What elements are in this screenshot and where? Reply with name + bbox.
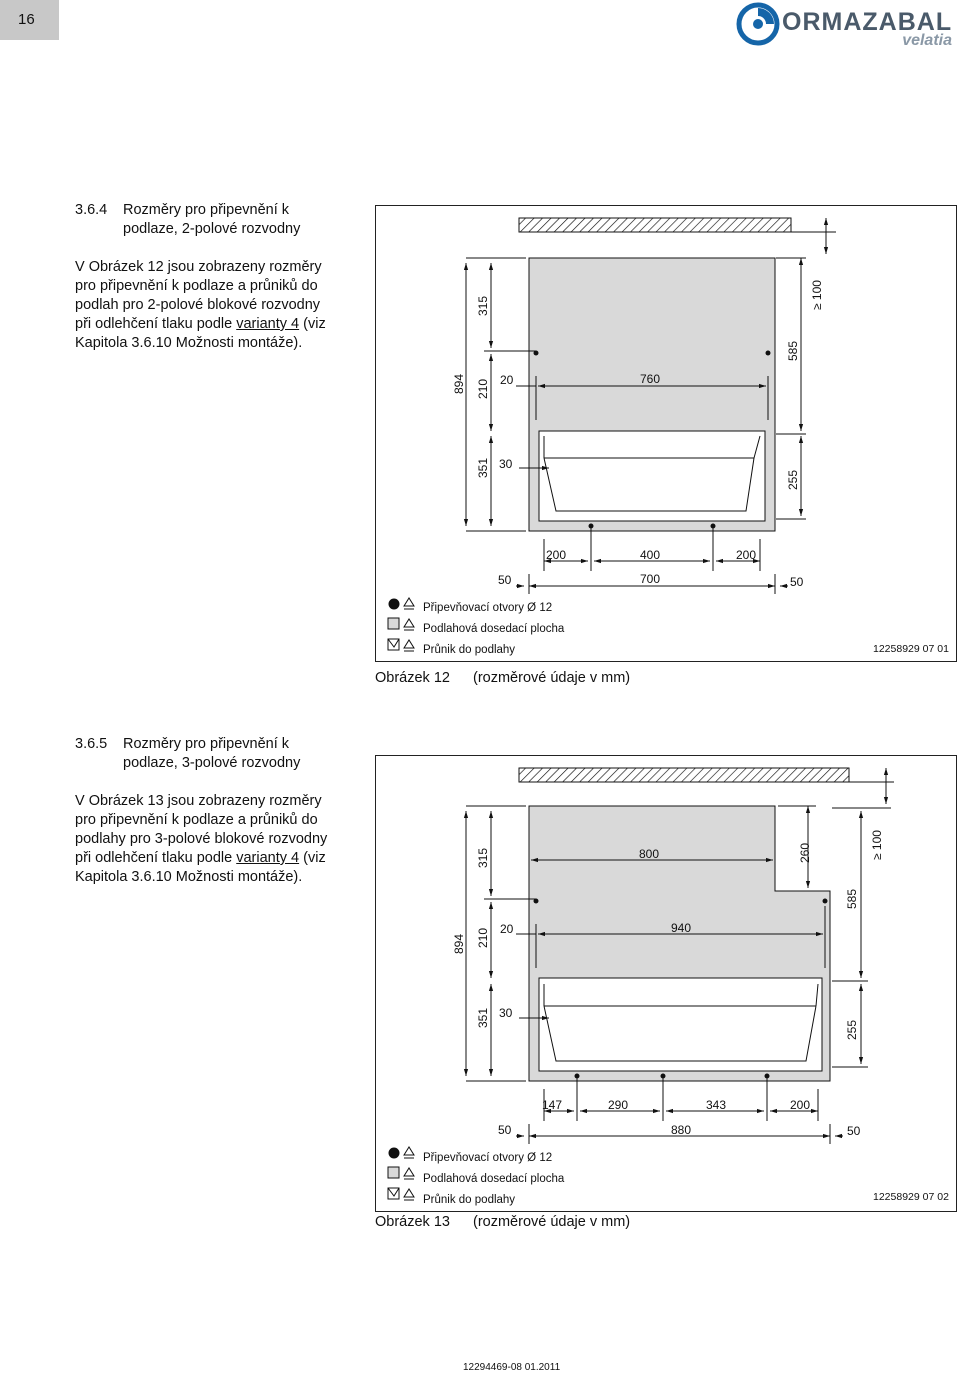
para-line: Kapitola 3.6.10 Možnosti montáže). xyxy=(75,335,303,351)
section-title-line1: Rozměry pro připevnění k xyxy=(123,202,290,218)
para-line: Kapitola 3.6.10 Možnosti montáže). xyxy=(75,869,303,885)
dim-label: 147 xyxy=(542,1098,563,1112)
floor-opening xyxy=(539,978,822,1071)
dim-label: 351 xyxy=(476,1007,490,1028)
dim-label: 50 xyxy=(790,575,804,589)
dim-label: 400 xyxy=(640,548,661,562)
legend xyxy=(388,598,414,651)
section-title-line2: podlaze, 3-polové rozvodny xyxy=(123,755,301,771)
dim-label: 20 xyxy=(500,373,514,387)
dim-label: 50 xyxy=(498,1123,512,1137)
dim-label: 343 xyxy=(706,1098,727,1112)
caption-text: (rozměrové údaje v mm) xyxy=(473,1214,631,1230)
figure-13-caption xyxy=(375,1214,631,1230)
dim-label: 200 xyxy=(736,548,757,562)
legend-item: Průnik do podlahy xyxy=(423,644,516,656)
figure-12-caption xyxy=(375,670,631,686)
dim-label: 585 xyxy=(845,888,859,909)
dim-label: 255 xyxy=(845,1019,859,1040)
dim-label: 30 xyxy=(499,457,513,471)
caption-text: (rozměrové údaje v mm) xyxy=(473,670,631,686)
section-title-line1: Rozměry pro připevnění k xyxy=(123,736,290,752)
figure-ref: 12258929 07 01 xyxy=(873,643,949,655)
dim-label: 940 xyxy=(671,921,692,935)
section-3-6-4-paragraph xyxy=(75,258,365,353)
para-line: V Obrázek 12 jsou zobrazeny rozměry xyxy=(75,259,322,275)
figure-13-drawing xyxy=(375,755,957,1212)
section-number: 3.6.4 xyxy=(75,202,108,218)
legend-item: Podlahová dosedací plocha xyxy=(423,1173,565,1185)
floor-area-icon xyxy=(388,1167,399,1178)
para-line: (viz xyxy=(299,850,326,866)
section-3-6-5-paragraph xyxy=(75,792,365,887)
dim-label: 894 xyxy=(452,373,466,394)
caption-label: Obrázek 12 xyxy=(375,670,450,686)
para-line: pro připevnění k podlaze a průniků do xyxy=(75,812,318,828)
dim-label: ≥ 100 xyxy=(870,830,884,860)
section-number: 3.6.5 xyxy=(75,736,108,752)
variant-link[interactable]: varianty 4 xyxy=(236,316,300,332)
dim-label: 700 xyxy=(640,572,661,586)
dim-label: 50 xyxy=(847,1124,861,1138)
figure-ref: 12258929 07 02 xyxy=(873,1191,949,1203)
para-line: podlahy pro 3-polové blokové rozvodny xyxy=(75,831,328,847)
legend-item: Podlahová dosedací plocha xyxy=(423,623,565,635)
wall-hatch xyxy=(519,768,849,782)
section-3-6-5-heading xyxy=(75,735,300,773)
dim-label: 200 xyxy=(790,1098,811,1112)
ormazabal-emblem-icon xyxy=(736,2,780,46)
section-3-6-4-heading xyxy=(75,201,300,239)
legend xyxy=(388,1147,414,1200)
dim-label: 255 xyxy=(786,469,800,490)
dim-label: 290 xyxy=(608,1098,629,1112)
dim-label: 315 xyxy=(476,847,490,868)
dim-label: 210 xyxy=(476,927,490,948)
dim-label: ≥ 100 xyxy=(810,280,824,310)
dim-label: 894 xyxy=(452,933,466,954)
wall-hatch xyxy=(519,218,791,232)
para-line: pro připevnění k podlaze a průniků do xyxy=(75,278,318,294)
dim-label: 50 xyxy=(498,573,512,587)
para-line: V Obrázek 13 jsou zobrazeny rozměry xyxy=(75,793,322,809)
figure-12-drawing xyxy=(375,205,957,662)
para-line: (viz xyxy=(299,316,326,332)
caption-label: Obrázek 13 xyxy=(375,1214,450,1230)
dim-label: 880 xyxy=(671,1123,692,1137)
dim-label: 30 xyxy=(499,1006,513,1020)
dim-label: 351 xyxy=(476,457,490,478)
dim-label: 200 xyxy=(546,548,567,562)
fixing-hole-icon xyxy=(389,1148,399,1158)
variant-link[interactable]: varianty 4 xyxy=(236,850,300,866)
dim-label: 20 xyxy=(500,922,514,936)
dim-label: 800 xyxy=(639,847,660,861)
fixing-hole-icon xyxy=(389,599,399,609)
section-title-line2: podlaze, 2-polové rozvodny xyxy=(123,221,301,237)
dim-label: 260 xyxy=(798,842,812,863)
dim-label: 760 xyxy=(640,372,661,386)
floor-opening xyxy=(539,431,765,521)
dim-label: 315 xyxy=(476,295,490,316)
legend-item: Připevňovací otvory Ø 12 xyxy=(423,602,553,614)
floor-area-icon xyxy=(388,618,399,629)
page-number: 16 xyxy=(0,0,59,40)
document-number: 12294469-08 01.2011 xyxy=(463,1362,561,1373)
para-line: podlah pro 2-polové blokové rozvodny xyxy=(75,297,321,313)
ormazabal-logo xyxy=(736,2,958,52)
para-line: při odlehčení tlaku podle xyxy=(75,316,233,332)
para-line: při odlehčení tlaku podle xyxy=(75,850,233,866)
logo-sub: velatia xyxy=(902,32,952,49)
legend-item: Průnik do podlahy xyxy=(423,1194,516,1206)
legend-item: Připevňovací otvory Ø 12 xyxy=(423,1152,553,1164)
logo-brand: ORMAZABAL xyxy=(782,8,953,36)
dim-label: 210 xyxy=(476,378,490,399)
dim-label: 585 xyxy=(786,340,800,361)
